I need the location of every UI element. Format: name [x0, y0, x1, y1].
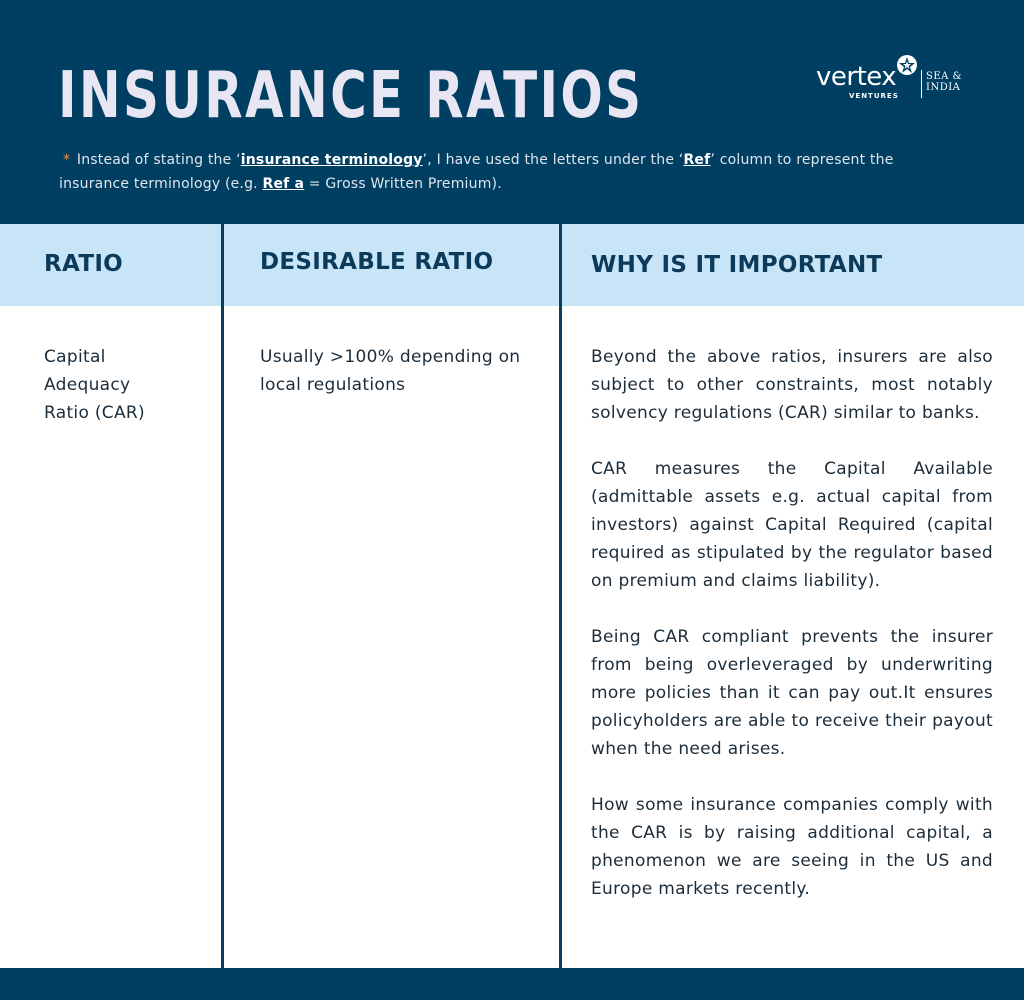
cell-why-important: [591, 343, 993, 931]
note-text-1: Instead of stating the ‘: [76, 152, 241, 168]
logo-wordmark: vertex: [816, 62, 897, 92]
column-divider-1: [221, 224, 224, 968]
note-link-ref: Ref: [683, 152, 711, 168]
logo-region-line2: INDIA: [926, 82, 961, 93]
why-paragraph-1: Beyond the above ratios, insurers are also subject to other constraints, most notably solvency regulations (CAR) similar to banks.: [591, 347, 993, 423]
note-text-3: ’ column to represent the insurance terminology (e.g.: [59, 152, 894, 192]
cell-ratio: [44, 343, 214, 427]
why-paragraph-4: How some insurance companies comply with the CAR is by raising additional capital, a phenomenon we are seeing in the US and Europe markets recently.: [591, 795, 993, 899]
logo-region-line1: SEA &: [926, 71, 962, 82]
why-paragraph-3: Being CAR compliant prevents the insurer from being overleveraged by underwriting more policies than it can pay out.It ensures policyholders are able to receive their payout when the need arises.: [591, 627, 993, 759]
terminology-note: [59, 148, 939, 196]
vertex-star-icon: [896, 54, 918, 76]
vertex-ventures-logo: [816, 54, 966, 102]
note-text-2: ’, I have used the letters under the ‘: [422, 152, 684, 168]
why-paragraph-2: CAR measures the Capital Available (admittable assets e.g. actual capital from investors) against Capital Required (capital required as stipulated by the regulator based on premium and claims liability).: [591, 459, 993, 591]
logo-divider: [921, 70, 922, 98]
asterisk-icon: *: [63, 152, 71, 168]
column-divider-2: [559, 224, 562, 968]
logo-subtitle: VENTURES: [849, 92, 899, 100]
footer-bar: [0, 968, 1024, 1000]
note-text-4: = Gross Written Premium).: [304, 176, 502, 192]
note-link-ref-a: Ref a: [262, 176, 305, 192]
column-header-why-important: WHY IS IT IMPORTANT: [591, 252, 883, 278]
column-header-desirable-ratio: DESIRABLE RATIO: [260, 249, 494, 275]
cell-desirable-ratio: Usually >100% depending on local regulations: [260, 347, 521, 395]
page-title: INSURANCE RATIOS: [58, 59, 644, 133]
column-header-ratio: RATIO: [44, 251, 124, 277]
logo-region: [926, 71, 962, 93]
ratio-line-2: Adequacy: [44, 375, 131, 395]
ratio-line-1: Capital: [44, 347, 106, 367]
note-link-insurance-terminology: insurance terminology: [240, 152, 423, 168]
header-banner: [0, 0, 1024, 224]
ratio-line-3: Ratio (CAR): [44, 403, 145, 423]
